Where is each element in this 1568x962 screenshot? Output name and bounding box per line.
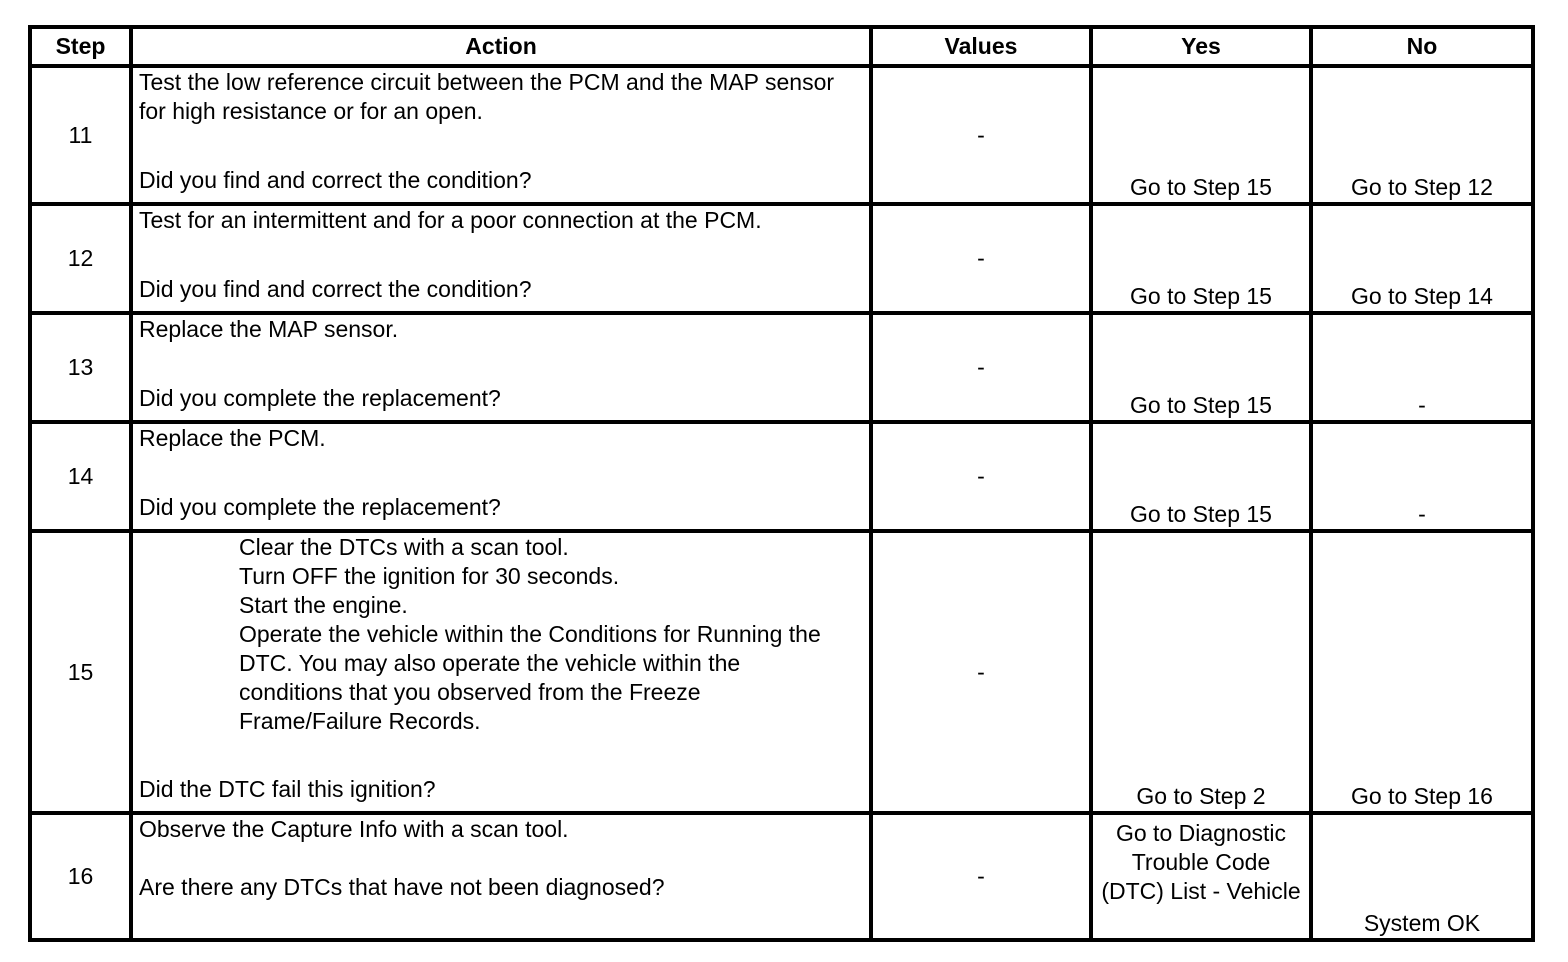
yes-cell: Go to Step 15 (1091, 204, 1311, 313)
action-line: Replace the PCM. (139, 425, 326, 451)
yes-cell: Go to Step 2 (1091, 531, 1311, 813)
header-values: Values (871, 27, 1091, 66)
table-row (30, 422, 1533, 531)
yes-cell: Go to Step 15 (1091, 422, 1311, 531)
step-number: 15 (30, 531, 131, 813)
action-text (139, 68, 863, 126)
action-question: Did you complete the replacement? (139, 494, 501, 520)
action-question: Did the DTC fail this ignition? (139, 776, 436, 802)
header-row (30, 27, 1533, 66)
yes-cell: Go to Step 15 (1091, 313, 1311, 422)
step-number: 11 (30, 66, 131, 204)
values-cell: - (871, 813, 1091, 940)
table-row (30, 531, 1533, 813)
step-number: 12 (30, 204, 131, 313)
action-cell (131, 66, 871, 204)
action-cell (131, 313, 871, 422)
no-cell: Go to Step 12 (1311, 66, 1533, 204)
no-cell: Go to Step 16 (1311, 531, 1533, 813)
action-text (139, 815, 863, 902)
action-line: Replace the MAP sensor. (139, 316, 399, 342)
action-line: Clear the DTCs with a scan tool. (239, 534, 569, 560)
action-line: Turn OFF the ignition for 30 seconds. (239, 563, 620, 589)
table-row (30, 66, 1533, 204)
action-line: Operate the vehicle within the Conditions for Running the DTC. You may also operate the vehicle within the conditions that you observed from the Freeze Frame/Failure Records. (239, 621, 828, 734)
action-line: Test for an intermittent and for a poor connection at the PCM. (139, 207, 762, 233)
action-cell (131, 813, 871, 940)
no-cell: - (1311, 422, 1533, 531)
action-question: Are there any DTCs that have not been diagnosed? (139, 874, 665, 900)
action-steps-list (139, 533, 863, 736)
no-cell: - (1311, 313, 1533, 422)
values-cell: - (871, 66, 1091, 204)
action-cell (131, 531, 871, 813)
yes-cell: Go to Step 15 (1091, 66, 1311, 204)
action-text (139, 315, 863, 344)
header-yes: Yes (1091, 27, 1311, 66)
action-cell (131, 422, 871, 531)
header-action: Action (131, 27, 871, 66)
values-cell: - (871, 204, 1091, 313)
step-number: 16 (30, 813, 131, 940)
diagnostic-table (28, 25, 1535, 942)
yes-cell: Go to Diagnostic Trouble Code (DTC) List - Vehicle (1091, 813, 1311, 940)
table-row (30, 813, 1533, 940)
action-line: Start the engine. (239, 592, 408, 618)
header-step: Step (30, 27, 131, 66)
action-cell (131, 204, 871, 313)
table-row (30, 313, 1533, 422)
step-number: 14 (30, 422, 131, 531)
action-text (139, 424, 863, 453)
values-cell: - (871, 313, 1091, 422)
action-question: Did you find and correct the condition? (139, 276, 532, 302)
table-row (30, 204, 1533, 313)
action-line: Test the low reference circuit between the PCM and the MAP sensor for high resistance or for an open. (139, 69, 841, 124)
values-cell: - (871, 531, 1091, 813)
action-text (139, 206, 863, 235)
step-number: 13 (30, 313, 131, 422)
header-no: No (1311, 27, 1533, 66)
action-line: Observe the Capture Info with a scan tool. (139, 816, 569, 842)
action-question: Did you complete the replacement? (139, 385, 501, 411)
no-cell: Go to Step 14 (1311, 204, 1533, 313)
action-question: Did you find and correct the condition? (139, 167, 532, 193)
no-cell: System OK (1311, 813, 1533, 940)
values-cell: - (871, 422, 1091, 531)
